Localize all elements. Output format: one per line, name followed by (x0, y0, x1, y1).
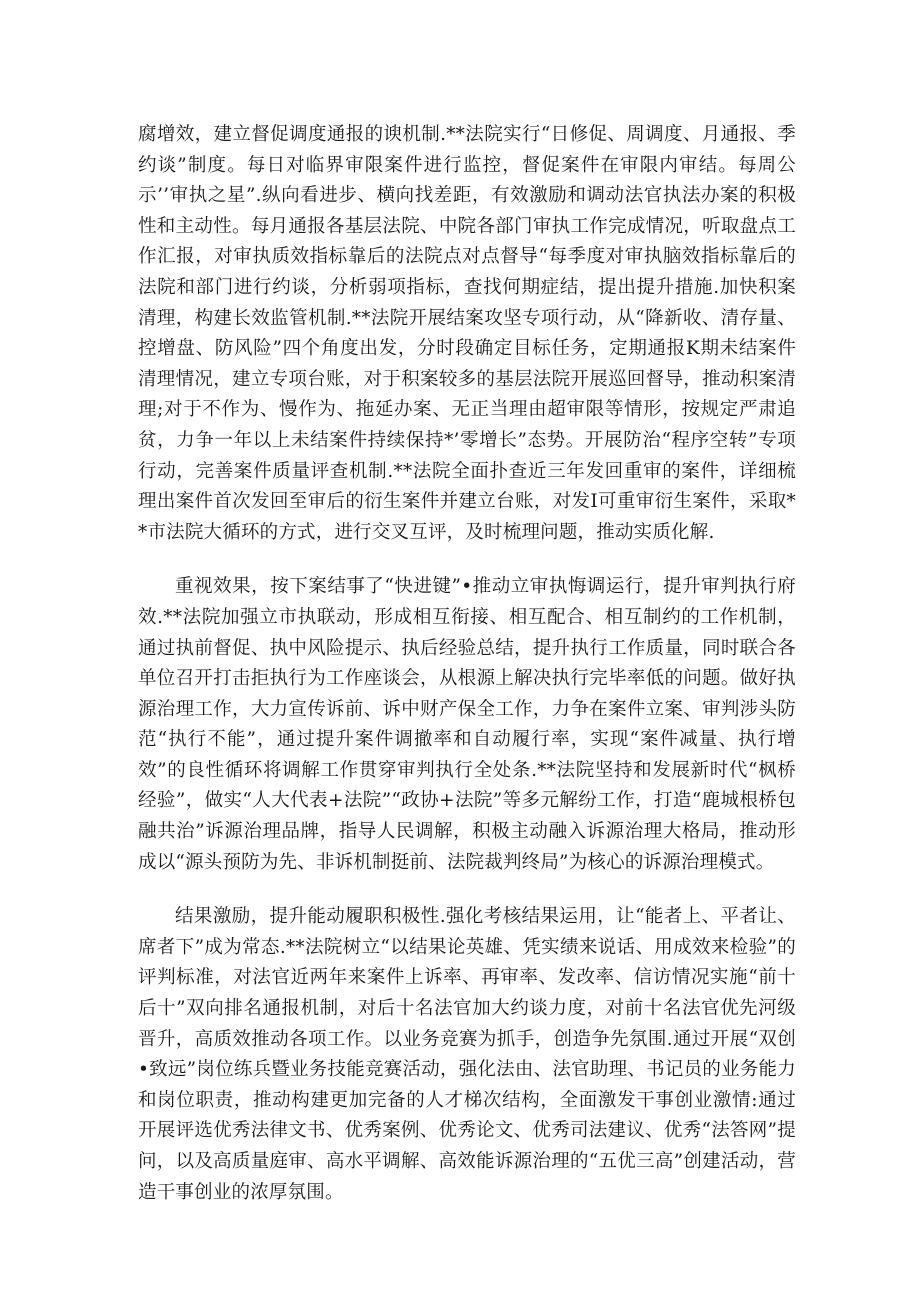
paragraph-3: 结果激励，提升能动履职积极性.强化考核结果运用，让“能者上、平者让、席者下”成为常态.**法院树立“以结果论英雄、凭实绩来说话、用成效来检验”的评判标准，对法官近两年来案件上诉率、再审率、发改率、信访情况实施“前十后十”双向排名通报机制，对后十名法官加大约谈力度，对前十名法官优先河级晋升，高质效推动各项工作。以业务竞赛为抓手，创造争先氛围.通过开展“双创•致远”岗位练兵暨业务技能竞赛活动，强化法由、法官助理、书记员的业务能力和岗位职责，推动构建更加完备的人才梯次结构，全面激发干事创业激情:通过开展评选优秀法律文书、优秀案例、优秀论文、优秀司法建议、优秀“法答网”提问，以及高质量庭审、高水平调解、高效能诉源治理的“五优三高”创建活动，营造干事创业的浓厚氛围。 (138, 906, 796, 1203)
paragraph-2: 重视效果，按下案结事了“快进键”•推动立审执悔调运行，提升审判执行府效.**法院加强立市执联动，形成相互衔接、相互配合、相互制约的工作机制，通过执前督促、执中风险提示、执后经验总结，提升执行工作质量，同时联合各单位召开打击拒执行为工作座谈会，从根源上解决执行完毕率低的问题。做好执源治理工作，大力宣传诉前、诉中财产保全工作，力争在案件立案、审判涉头防范“执行不能”，通过提升案件调撤率和自动履行率，实现“案件减量、执行增效”的良性循环将调解工作贯穿审判执行全处条.**法院坚持和发展新时代“枫桥经验”，做实“人大代表+法院”“政协+法院”等多元解纷工作，打造“鹿城根桥包融共治”诉源治理品牌，指导人民调解，积极主动融入诉源治理大格局，推动形成以“源头预防为先、非诉机制挺前、法院裁判终局”为核心的诉源治理模式。 (138, 576, 796, 873)
document-body (138, 120, 796, 1208)
paragraph-1: 腐增效，建立督促调度通报的谀机制.**法院实行“日修促、周调度、月通报、季约谈”制度。每日对临界审限案件进行监控，督促案件在审限内审结。每周公示’’审执之星”.纵向看进步、横向找差距，有效激励和调动法官执法办案的积极性和主动性。每月通报各基层法院、中院各部门审执工作完成情况，听取盘点工作汇报，对审执质效指标靠后的法院点对点督导“每季度对审执脑效指标靠后的法院和部门进行约谈，分析弱项指标，查找何期症结，提出提升措施.加快积案清理，构建长效监管机制.**法院开展结案攻坚专项行动，从“降新收、清存量、控增盘、防风险”四个角度出发，分时段确定目标任务，定期通报K期未结案件清理情况，建立专项台账，对于积案较多的基层法院开展巡回督导，推动积案清理;对于不作为、慢作为、拖延办案、无正当理由超审限等情形，按规定严肃追贫，力争一年以上未结案件持续保持*’零增长”态势。开展防治“程序空转”专项行动，完善案件质量评查机制.**法院全面扑查近三年发回重审的案件，详细梳理出案件首次发回至审后的衍生案件并建立台账，对发I可重审衍生案件，采取**市法院大循环的方式，进行交叉互评，及时梳理问题，推动实质化解. (138, 124, 796, 543)
